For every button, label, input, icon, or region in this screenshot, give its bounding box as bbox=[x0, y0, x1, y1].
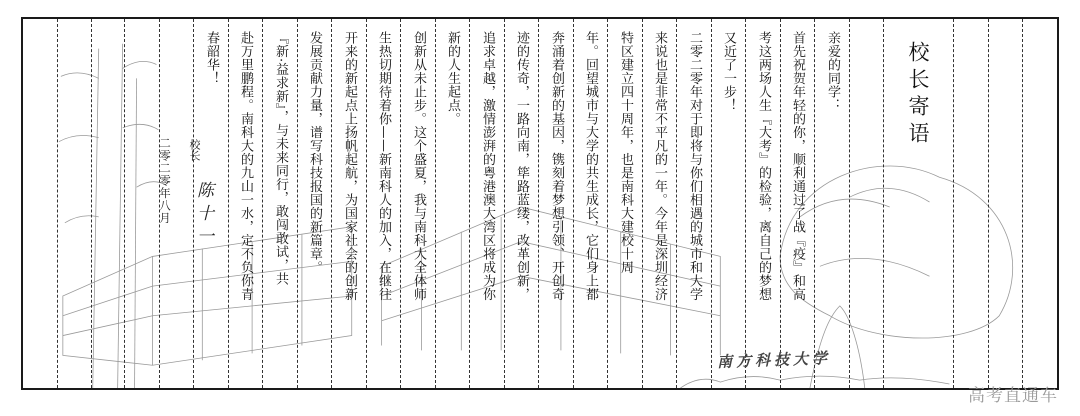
column-divider bbox=[124, 19, 125, 388]
bamboo-leaves bbox=[59, 61, 167, 222]
column-divider bbox=[780, 19, 781, 388]
text-column: 生热切期待着你——新南科人的加入，在继往 bbox=[376, 31, 391, 301]
text-column: 奔涌着创新的基因，镌刻着梦想引领、开创奇 bbox=[549, 31, 564, 301]
column-divider bbox=[469, 19, 470, 388]
column-divider bbox=[953, 19, 954, 388]
building-grid bbox=[421, 217, 670, 355]
watermark: 高考直通车 bbox=[968, 386, 1058, 406]
tree-branches bbox=[800, 188, 929, 276]
letter-title: 校长寄语 bbox=[906, 41, 930, 149]
signer-title: 校长 bbox=[188, 139, 201, 161]
text-column: 迹的传奇，一路向南，筚路蓝缕，改革创新， bbox=[514, 31, 529, 301]
text-column: 二零二零年对于即将与你们相遇的城市和大学 bbox=[687, 31, 702, 301]
column-divider bbox=[607, 19, 608, 388]
school-mark: 南方科技大学 bbox=[716, 349, 832, 371]
text-column: 春韶华！ bbox=[204, 31, 219, 85]
text-column: 考这两场人生『大考』的检验，离自己的梦想 bbox=[756, 31, 771, 301]
column-divider bbox=[642, 19, 643, 388]
column-divider bbox=[883, 19, 884, 388]
column-divider bbox=[57, 19, 58, 388]
column-divider bbox=[435, 19, 436, 388]
column-divider bbox=[1022, 19, 1023, 388]
column-divider bbox=[262, 19, 263, 388]
column-divider bbox=[573, 19, 574, 388]
text-column: 开来的新起点上扬帆起航，为国家社会的创新 bbox=[342, 31, 357, 301]
text-column: 赴万里鹏程。南科大的九山一水，定不负你青 bbox=[238, 31, 253, 301]
column-divider bbox=[676, 19, 677, 388]
column-divider bbox=[745, 19, 746, 388]
text-column: 『新·益求新』，与未来同行，敢闯敢试，共 bbox=[273, 31, 288, 286]
column-divider bbox=[366, 19, 367, 388]
text-column: 特区建立四十周年，也是南科大建校十周 bbox=[618, 31, 633, 274]
column-divider bbox=[538, 19, 539, 388]
column-divider bbox=[91, 19, 92, 388]
signature-date: 二零二零年八月 bbox=[158, 137, 172, 225]
column-divider bbox=[711, 19, 712, 388]
bamboo-stalk bbox=[118, 44, 123, 388]
column-divider bbox=[814, 19, 815, 388]
text-column: 新的人生起点。 bbox=[445, 31, 460, 126]
column-divider bbox=[988, 19, 989, 388]
text-column: 发展贡献力量，谱写科技报国的新篇章。 bbox=[307, 31, 322, 274]
column-divider bbox=[228, 19, 229, 388]
text-column: 追求卓越，激情澎湃的粤港澳大湾区将成为你 bbox=[480, 31, 495, 301]
background-illustration bbox=[23, 19, 1057, 388]
signer-signature: 陈十一 bbox=[193, 181, 213, 250]
text-column: 来说也是非常不平凡的一年。今年是深圳经济 bbox=[652, 31, 667, 301]
text-column: 又近了一步！ bbox=[721, 31, 736, 112]
letter-frame bbox=[21, 17, 1059, 390]
column-divider bbox=[504, 19, 505, 388]
column-divider bbox=[331, 19, 332, 388]
text-column: 首先祝贺年轻的你，顺利通过了战『疫』和高 bbox=[790, 31, 805, 301]
text-column: 创新从未止步。这个盛夏，我与南科大全体师 bbox=[411, 31, 426, 301]
column-divider bbox=[849, 19, 850, 388]
bamboo-stalk bbox=[93, 49, 99, 388]
text-column: 年。回望城市与大学的共生成长，它们身上都 bbox=[583, 31, 598, 301]
text-column: 亲爱的同学： bbox=[825, 31, 840, 112]
column-divider bbox=[297, 19, 298, 388]
column-divider bbox=[400, 19, 401, 388]
